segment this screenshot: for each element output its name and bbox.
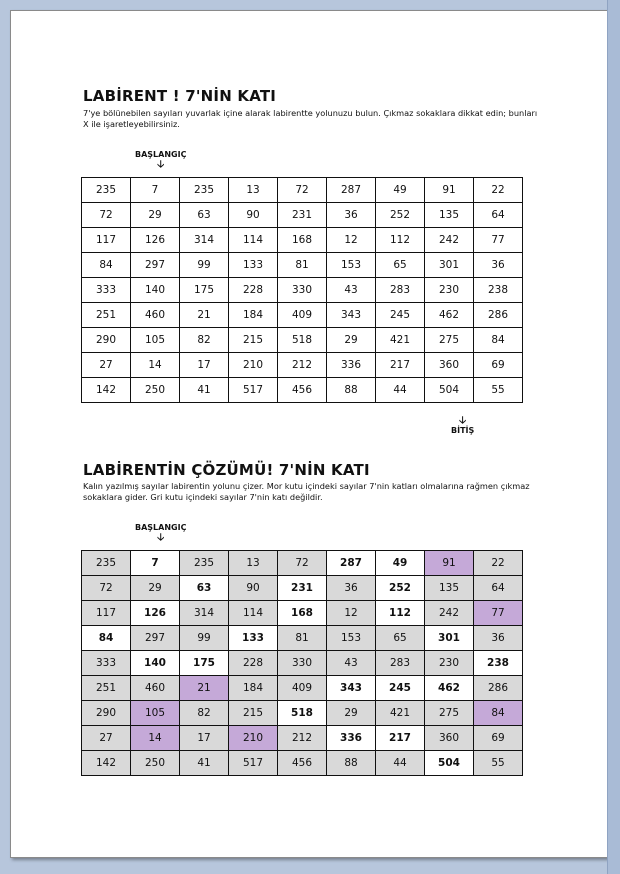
grid-cell: 175 [180,651,229,676]
grid-cell: 77 [474,601,523,626]
grid-cell: 456 [278,751,327,776]
grid-row [82,228,523,253]
down-arrow-icon: 🡣 [157,159,165,170]
grid-row [82,726,523,751]
grid-cell: 41 [180,751,229,776]
grid-cell: 252 [376,203,425,228]
grid-cell: 7 [131,551,180,576]
grid-cell: 12 [327,228,376,253]
grid-cell: 275 [425,701,474,726]
grid-row [82,701,523,726]
grid-cell: 518 [278,328,327,353]
grid-cell: 99 [180,253,229,278]
grid-row [82,178,523,203]
grid-cell: 409 [278,303,327,328]
grid-cell: 126 [131,601,180,626]
grid-cell: 90 [229,203,278,228]
grid-cell: 184 [229,303,278,328]
grid-cell: 117 [82,601,131,626]
grid-cell: 456 [278,378,327,403]
grid-cell: 105 [131,701,180,726]
grid-cell: 242 [425,228,474,253]
grid-cell: 297 [131,626,180,651]
grid-cell: 112 [376,228,425,253]
grid-row [82,253,523,278]
grid-cell: 64 [474,203,523,228]
grid-row [82,378,523,403]
grid-cell: 13 [229,178,278,203]
grid-cell: 290 [82,328,131,353]
grid-cell: 517 [229,751,278,776]
grid-cell: 242 [425,601,474,626]
grid-cell: 343 [327,676,376,701]
grid-cell: 14 [131,726,180,751]
grid-cell: 153 [327,253,376,278]
grid-cell: 460 [131,303,180,328]
grid-cell: 29 [327,328,376,353]
grid-row [82,651,523,676]
grid-row [82,576,523,601]
grid-cell: 333 [82,278,131,303]
grid-cell: 72 [278,178,327,203]
grid-cell: 212 [278,726,327,751]
grid-cell: 22 [474,551,523,576]
grid-row [82,676,523,701]
grid-cell: 184 [229,676,278,701]
grid-row [82,278,523,303]
grid-cell: 301 [425,253,474,278]
maze-grid [81,177,523,403]
grid-cell: 29 [327,701,376,726]
grid-cell: 29 [131,203,180,228]
grid-row [82,203,523,228]
grid-cell: 65 [376,626,425,651]
grid-cell: 230 [425,278,474,303]
grid-cell: 228 [229,651,278,676]
grid-cell: 77 [474,228,523,253]
grid-cell: 421 [376,701,425,726]
grid-cell: 133 [229,626,278,651]
grid-cell: 228 [229,278,278,303]
solution-start-marker [135,523,186,543]
grid-cell: 238 [474,278,523,303]
grid-row [82,551,523,576]
grid-cell: 105 [131,328,180,353]
grid-cell: 17 [180,353,229,378]
document-page [10,10,608,858]
grid-cell: 142 [82,378,131,403]
maze-title: LABİRENT ! 7'NİN KATI [83,87,277,105]
grid-cell: 22 [474,178,523,203]
grid-cell: 462 [425,676,474,701]
grid-cell: 55 [474,751,523,776]
grid-cell: 504 [425,751,474,776]
grid-cell: 17 [180,726,229,751]
grid-cell: 314 [180,228,229,253]
grid-cell: 27 [82,726,131,751]
grid-cell: 286 [474,676,523,701]
grid-cell: 286 [474,303,523,328]
grid-cell: 44 [376,751,425,776]
maze-end-label: BİTİŞ [451,426,475,435]
grid-cell: 245 [376,676,425,701]
grid-cell: 215 [229,701,278,726]
grid-cell: 409 [278,676,327,701]
grid-cell: 135 [425,576,474,601]
grid-cell: 81 [278,253,327,278]
grid-cell: 287 [327,178,376,203]
grid-row [82,303,523,328]
grid-cell: 21 [180,676,229,701]
solution-description: Kalın yazılmış sayılar labirentin yolunu çizer. Mor kutu içindeki sayılar 7'nin katları olmalarına rağmen çıkmaz sokaklara gider. Gri kutu içindeki sayılar 7'nin katı değildir. [83,481,530,502]
solution-grid [81,550,523,776]
grid-cell: 504 [425,378,474,403]
grid-cell: 88 [327,751,376,776]
grid-cell: 330 [278,651,327,676]
grid-cell: 517 [229,378,278,403]
grid-cell: 43 [327,651,376,676]
grid-cell: 210 [229,726,278,751]
window-edge [607,0,620,874]
grid-cell: 82 [180,701,229,726]
grid-cell: 230 [425,651,474,676]
grid-cell: 69 [474,726,523,751]
grid-cell: 36 [474,253,523,278]
grid-cell: 235 [82,551,131,576]
grid-cell: 314 [180,601,229,626]
grid-cell: 283 [376,651,425,676]
grid-cell: 212 [278,353,327,378]
grid-cell: 287 [327,551,376,576]
grid-cell: 235 [82,178,131,203]
grid-cell: 84 [82,626,131,651]
grid-cell: 217 [376,353,425,378]
grid-cell: 301 [425,626,474,651]
grid-cell: 360 [425,726,474,751]
grid-cell: 360 [425,353,474,378]
grid-cell: 460 [131,676,180,701]
grid-cell: 91 [425,551,474,576]
grid-cell: 7 [131,178,180,203]
grid-cell: 14 [131,353,180,378]
grid-cell: 114 [229,228,278,253]
grid-cell: 245 [376,303,425,328]
grid-cell: 91 [425,178,474,203]
maze-start-marker [135,150,186,170]
grid-cell: 235 [180,178,229,203]
grid-cell: 88 [327,378,376,403]
grid-cell: 168 [278,601,327,626]
grid-cell: 297 [131,253,180,278]
grid-cell: 251 [82,303,131,328]
grid-cell: 36 [474,626,523,651]
grid-cell: 140 [131,651,180,676]
grid-cell: 81 [278,626,327,651]
grid-row [82,601,523,626]
grid-cell: 238 [474,651,523,676]
grid-cell: 215 [229,328,278,353]
grid-cell: 252 [376,576,425,601]
grid-cell: 142 [82,751,131,776]
grid-cell: 250 [131,751,180,776]
grid-cell: 153 [327,626,376,651]
grid-cell: 72 [82,576,131,601]
grid-cell: 336 [327,353,376,378]
grid-cell: 290 [82,701,131,726]
grid-cell: 49 [376,178,425,203]
grid-cell: 27 [82,353,131,378]
grid-cell: 117 [82,228,131,253]
grid-row [82,751,523,776]
grid-cell: 41 [180,378,229,403]
grid-cell: 49 [376,551,425,576]
maze-end-marker [451,415,474,435]
grid-cell: 69 [474,353,523,378]
grid-cell: 12 [327,601,376,626]
solution-start-label: BAŞLANGIÇ [135,523,187,532]
grid-cell: 251 [82,676,131,701]
grid-cell: 283 [376,278,425,303]
grid-cell: 217 [376,726,425,751]
grid-cell: 133 [229,253,278,278]
grid-cell: 333 [82,651,131,676]
grid-cell: 44 [376,378,425,403]
grid-cell: 518 [278,701,327,726]
grid-cell: 72 [82,203,131,228]
maze-description: 7'ye bölünebilen sayıları yuvarlak içine alarak labirentte yolunuzu bulun. Çıkmaz sokaklara dikkat edin; bunları X ile işaretleyebilirsiniz. [83,108,538,129]
grid-cell: 168 [278,228,327,253]
grid-cell: 275 [425,328,474,353]
maze-start-label: BAŞLANGIÇ [135,150,187,159]
grid-cell: 36 [327,576,376,601]
solution-title: LABİRENTİN ÇÖZÜMÜ! 7'NİN KATI [83,461,370,479]
grid-cell: 175 [180,278,229,303]
grid-cell: 112 [376,601,425,626]
grid-cell: 65 [376,253,425,278]
grid-cell: 231 [278,576,327,601]
grid-cell: 336 [327,726,376,751]
down-arrow-icon: 🡣 [459,415,467,426]
grid-cell: 135 [425,203,474,228]
grid-cell: 63 [180,576,229,601]
grid-cell: 84 [82,253,131,278]
grid-row [82,328,523,353]
grid-cell: 63 [180,203,229,228]
grid-cell: 84 [474,328,523,353]
grid-cell: 84 [474,701,523,726]
down-arrow-icon: 🡣 [157,532,165,543]
grid-cell: 99 [180,626,229,651]
grid-cell: 64 [474,576,523,601]
grid-cell: 72 [278,551,327,576]
grid-cell: 330 [278,278,327,303]
grid-cell: 462 [425,303,474,328]
grid-cell: 140 [131,278,180,303]
grid-cell: 36 [327,203,376,228]
grid-cell: 231 [278,203,327,228]
grid-cell: 90 [229,576,278,601]
grid-cell: 210 [229,353,278,378]
grid-cell: 114 [229,601,278,626]
grid-cell: 55 [474,378,523,403]
grid-row [82,353,523,378]
grid-cell: 421 [376,328,425,353]
grid-row [82,626,523,651]
grid-cell: 29 [131,576,180,601]
grid-cell: 21 [180,303,229,328]
grid-cell: 43 [327,278,376,303]
grid-cell: 343 [327,303,376,328]
grid-cell: 250 [131,378,180,403]
grid-cell: 126 [131,228,180,253]
grid-cell: 13 [229,551,278,576]
grid-cell: 82 [180,328,229,353]
grid-cell: 235 [180,551,229,576]
